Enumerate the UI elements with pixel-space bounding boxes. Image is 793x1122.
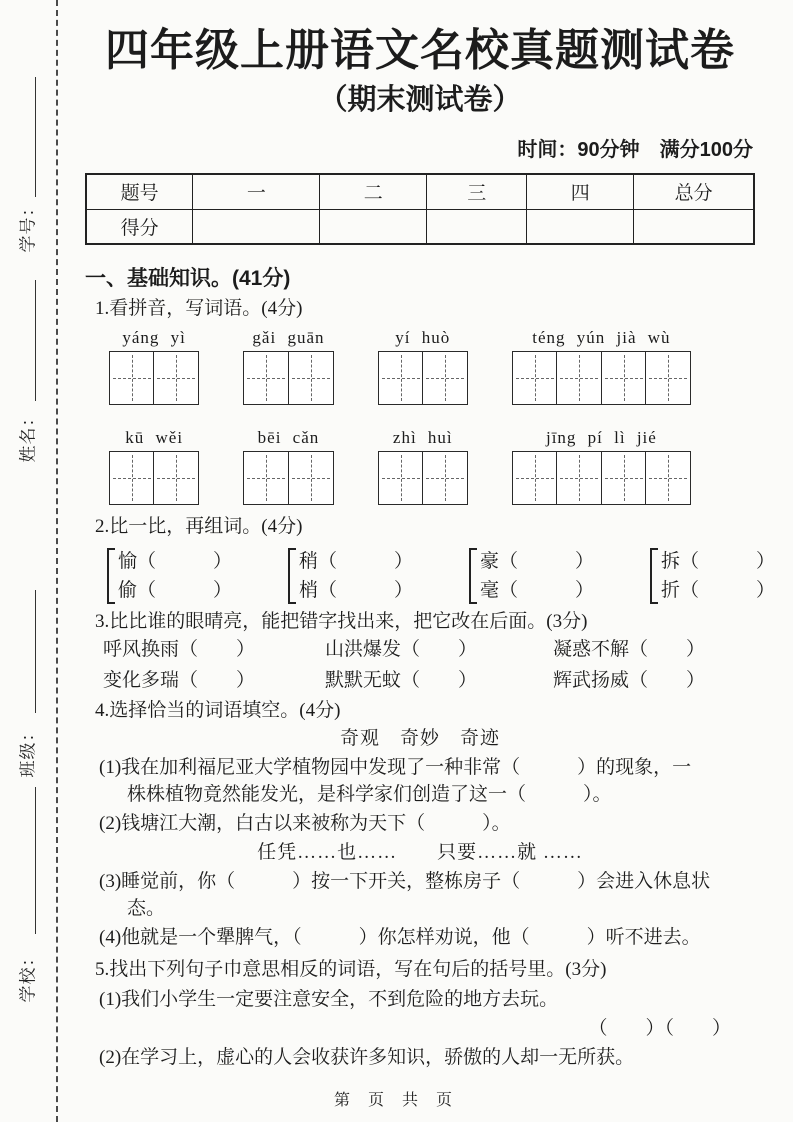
word-pair [650,547,775,605]
typo-item: 山洪爆发（ ） [325,639,478,660]
typo-row [85,634,755,665]
pinyin-label: jīng pí lì jié [545,428,657,447]
character-writing-box [153,351,199,405]
character-writing-box [109,351,155,405]
pinyin-label: yí huò [395,328,451,347]
typo-item: 呼风换雨（ ） [103,639,256,660]
bracket-icon [107,548,115,604]
score-table-score-row [86,209,754,244]
item-text: 我们小学生一定要注意安全，不到危险的地方去玩。 [121,989,559,1010]
sidebar-write-line-school [35,787,36,934]
item-number: (1) [99,757,122,778]
pinyin-label: téng yún jià wù [532,328,671,347]
character-writing-box [153,451,199,505]
pair-bottom: 梢（ ） [299,580,414,601]
pinyin-group [243,427,333,505]
score-cell-empty [527,209,634,244]
writing-boxes [512,451,691,505]
question-4-title: 4.选择恰当的词语填空。(4分) [95,700,341,721]
pinyin-group [243,327,333,405]
item-text: 钱塘江大潮，白古以来被称为天下（ ）。 [121,813,511,834]
exam-meta: 时间：90分钟 满分100分 [517,139,753,161]
item-text: 我在加利福尼亚大学植物园中发现了一种非常（ ）的现象，一 [121,757,692,778]
item-text: 睡觉前，你（ ）按一下开关，整栋房子（ ）会进入休息状 [121,871,711,892]
pinyin-group [512,427,691,505]
pinyin-group [109,327,199,405]
character-writing-box [556,451,602,505]
character-writing-box [645,451,691,505]
fill-item-1-cont: 株株植物竟然能发光，是科学家们创造了这一（ ）。 [127,784,612,805]
pair-bottom: 偷（ ） [118,580,233,601]
character-writing-box [601,351,647,405]
word-bank: 任凭……也…… 只要……就 …… [257,842,583,863]
pair-top: 稍（ ） [299,551,414,572]
pair-bottom: 毫（ ） [480,580,595,601]
sidebar-write-line-class [35,590,36,713]
question-2-title: 2.比一比，再组词。(4分) [95,516,303,537]
question-1-title: 1.看拼音，写词语。(4分) [95,298,303,319]
typo-item: 凝惑不解（ ） [553,639,706,660]
pinyin-group [109,427,199,505]
page-title: 四年级上册语文名校真题测试卷 [105,26,735,75]
writing-boxes [378,351,468,405]
score-table [85,173,755,245]
character-writing-box [601,451,647,505]
fill-item-3 [85,870,755,893]
fill-item-1 [85,756,755,779]
character-writing-box [512,351,558,405]
writing-boxes [243,351,333,405]
bracket-icon [469,548,477,604]
typo-item: 辉武扬威（ ） [553,670,706,691]
score-cell-empty [320,209,427,244]
question-5-title: 5.找出下列句子巾意思相反的词语，写在句后的括号里。(3分) [95,959,607,980]
word-bank: 奇观 奇妙 奇迹 [339,728,500,749]
score-table-header-cell: 二 [320,174,427,209]
pinyin-row-1 [85,327,755,405]
score-table-header-cell: 一 [193,174,320,209]
item-number: (2) [99,813,122,834]
pinyin-group [512,327,691,405]
item-text: 在学习上，虚心的人会收获许多知识，骄傲的人却一无所获。 [121,1047,635,1068]
pair-bottom: 折（ ） [661,580,776,601]
word-pair-row [85,547,776,605]
section-heading: 一、基础知识。(41分) [85,267,291,290]
q5-item-1 [85,988,755,1011]
character-writing-box [378,351,424,405]
score-table-header-cell: 四 [527,174,634,209]
character-writing-box [243,451,289,505]
score-cell-empty [193,209,320,244]
word-pair [107,547,232,605]
score-row-label: 得分 [86,209,193,244]
sidebar-fold-divider [56,0,58,1122]
character-writing-box [556,351,602,405]
item-number: (3) [99,871,122,892]
item-number: (1) [99,989,122,1010]
character-writing-box [243,351,289,405]
character-writing-box [422,451,468,505]
pinyin-label: bēi cǎn [257,428,320,447]
bracket-icon [650,548,658,604]
character-writing-box [109,451,155,505]
q5-item-2 [85,1046,755,1069]
page-subtitle: （期末测试卷） [318,84,522,116]
pinyin-label: gǎi guān [252,328,325,347]
score-table-header-cell: 总分 [634,174,754,209]
sidebar-field-school: 学校： [18,948,38,1003]
fill-item-3-cont: 态。 [127,898,166,919]
pinyin-group [378,327,468,405]
writing-boxes [512,351,691,405]
sidebar-write-line-name [35,280,36,401]
pair-top: 豪（ ） [480,551,595,572]
word-pair [469,547,594,605]
sidebar-field-class: 班级： [18,723,38,778]
character-writing-box [512,451,558,505]
sidebar-write-line-student-id [35,77,36,197]
pair-top: 愉（ ） [118,551,233,572]
pinyin-label: kū wěi [125,428,184,447]
character-writing-box [378,451,424,505]
writing-boxes [243,451,333,505]
writing-boxes [378,451,468,505]
typo-item: 默默无蚊（ ） [325,670,478,691]
sidebar-field-name: 姓名： [18,408,38,463]
character-writing-box [645,351,691,405]
bracket-icon [288,548,296,604]
typo-item: 变化多瑞（ ） [103,670,256,691]
character-writing-box [288,451,334,505]
score-cell-empty [427,209,527,244]
item-text: 他就是一个犟脾气，（ ）你怎样劝说，他（ ）听不进去。 [121,927,701,948]
fill-item-4 [85,926,755,949]
fill-item-2 [85,812,755,835]
item-number: (2) [99,1047,122,1068]
score-cell-empty [634,209,754,244]
pair-top: 拆（ ） [661,551,776,572]
pinyin-row-2 [85,427,755,505]
pinyin-group [378,427,468,505]
pinyin-label: yáng yì [122,328,186,347]
score-table-header-row [86,174,754,209]
question-3-title: 3.比比谁的眼晴亮，能把错字找出来，把它改在后面。(3分) [95,611,588,632]
sidebar-field-student-id: 学号： [18,198,38,253]
page-footer: 第 页 共 页 [333,1092,459,1109]
typo-row [85,665,755,696]
exam-paper [85,0,776,1069]
writing-boxes [109,351,199,405]
character-writing-box [288,351,334,405]
item-number: (4) [99,927,122,948]
character-writing-box [422,351,468,405]
pinyin-label: zhì huì [392,428,453,447]
writing-boxes [109,451,199,505]
answer-parentheses: （ ）（ ） [588,1018,731,1039]
word-pair [288,547,413,605]
score-table-header-cell: 题号 [86,174,193,209]
score-table-header-cell: 三 [427,174,527,209]
